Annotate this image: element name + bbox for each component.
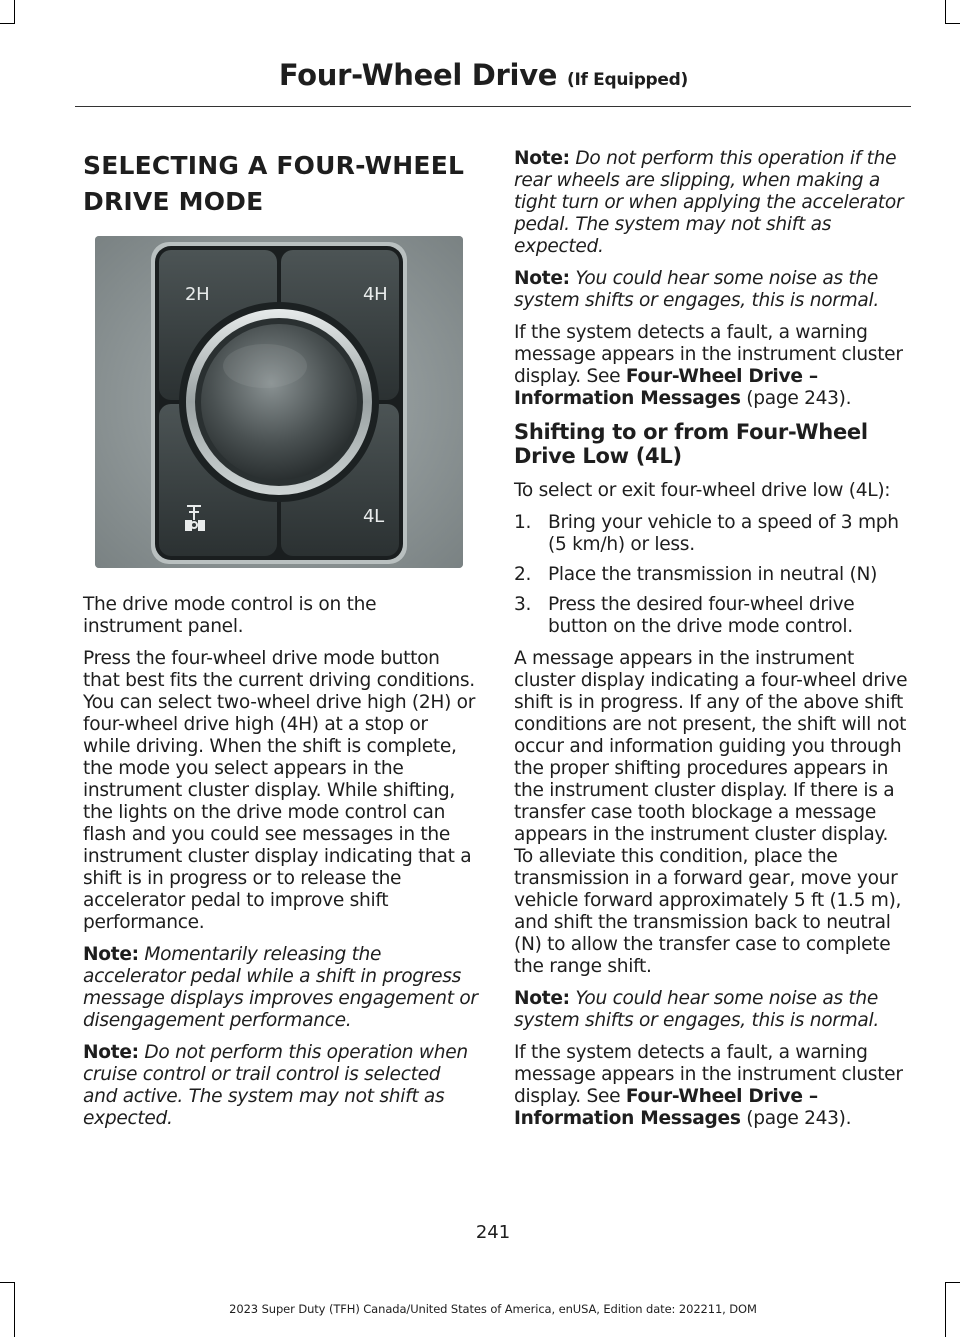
list-item: 1. Bring your vehicle to a speed of 3 mph (5 km/h) or less. bbox=[514, 512, 899, 555]
subheading: Shifting to or from Four-Wheel Drive Low (4L) bbox=[514, 420, 868, 468]
section-heading: SELECTING A FOUR-WHEEL DRIVE MODE bbox=[83, 151, 465, 216]
note-text: Momentarily releasing the accelerator pedal while a shift in progress message displays improves engagement or disengagement performance. bbox=[83, 944, 478, 1031]
note-label: Note: bbox=[83, 1042, 139, 1063]
paragraph: The drive mode control is on the instrument panel. bbox=[83, 594, 377, 637]
crop-mark bbox=[0, 1282, 15, 1283]
note-label: Note: bbox=[514, 988, 570, 1009]
paragraph: To select or exit four-wheel drive low (4L): bbox=[514, 480, 891, 501]
paragraph: Press the four-wheel drive mode button that best fits the current driving conditions. You can select two-wheel drive high (2H) or four-wheel drive high (4H) at a stop or while driving. When the shift is complete, the mode you select appears in the instrument cluster display. While shifting, the lights on the drive mode control can flash and you could see messages in the instrument cluster display indicating that a shift is in progress or to release the accelerator pedal to improve shift performance. bbox=[83, 648, 476, 933]
note bbox=[514, 268, 909, 312]
header-title: Four-Wheel Drive bbox=[278, 58, 558, 92]
header-qualifier: (If Equipped) bbox=[566, 70, 688, 90]
note-text: Do not perform this operation if the rear wheels are slipping, when making a tight turn or when applying the accelerator pedal. The system may not shift as expected. bbox=[514, 148, 904, 257]
note-label: Note: bbox=[514, 268, 570, 289]
crop-mark bbox=[945, 23, 960, 24]
list-item: 2. Place the transmission in neutral (N) bbox=[514, 564, 878, 585]
note-label: Note: bbox=[514, 148, 570, 169]
right-column bbox=[514, 148, 909, 1140]
paragraph: If the system detects a fault, a warning message appears in the instrument cluster display. See Four-Wheel Drive – Information Messages (page 243). bbox=[514, 1042, 903, 1129]
page-reference: (page 243). bbox=[746, 1108, 852, 1129]
crop-mark bbox=[945, 0, 946, 24]
crop-mark bbox=[0, 23, 15, 24]
note bbox=[83, 944, 478, 1032]
note-text: Do not perform this operation when cruise control or trail control is selected and active. The system may not shift as expected. bbox=[83, 1042, 468, 1129]
running-header bbox=[279, 58, 688, 92]
note bbox=[83, 1042, 478, 1130]
drive-mode-control-figure bbox=[95, 236, 463, 568]
page-number: 241 bbox=[475, 1222, 511, 1243]
note bbox=[514, 988, 909, 1032]
crop-mark bbox=[14, 0, 15, 24]
cross-reference-link[interactable]: Four-Wheel Drive – Information Messages bbox=[514, 1086, 818, 1129]
note-text: You could hear some noise as the system shifts or engages, this is normal. bbox=[514, 268, 879, 311]
left-column bbox=[83, 148, 478, 1140]
paragraph: A message appears in the instrument cluster display indicating a four-wheel drive shift is in progress. If any of the above shift conditions are not present, the shift will not occur and information guiding you through the proper shifting procedures appears in the instrument cluster display. If there is a transfer case tooth blockage a message appears in the instrument cluster display. To alleviate this condition, place the transmission in a forward gear, move your vehicle forward approximately 5 ft (1.5 m), and shift the transmission back to neutral (N) to allow the transfer case to complete the range shift. bbox=[514, 648, 908, 977]
note bbox=[514, 148, 909, 258]
header-rule bbox=[75, 106, 911, 107]
mode-label-4h: 4H bbox=[363, 284, 388, 305]
drive-mode-control-illustration bbox=[95, 236, 463, 568]
paragraph: If the system detects a fault, a warning message appears in the instrument cluster display. See Four-Wheel Drive – Information Messages (page 243). bbox=[514, 322, 903, 409]
page-reference: (page 243). bbox=[746, 388, 852, 409]
list-item: 3. Press the desired four-wheel drive button on the drive mode control. bbox=[514, 594, 855, 637]
cross-reference-link[interactable]: Four-Wheel Drive – Information Messages bbox=[514, 366, 818, 409]
footer-edition: 2023 Super Duty (TFH) Canada/United States of America, enUSA, Edition date: 202211, DOM bbox=[229, 1302, 757, 1316]
mode-label-4l: 4L bbox=[363, 506, 384, 527]
mode-label-2h: 2H bbox=[185, 284, 210, 305]
note-text: You could hear some noise as the system shifts or engages, this is normal. bbox=[514, 988, 879, 1031]
note-label: Note: bbox=[83, 944, 139, 965]
steps-list bbox=[514, 512, 909, 638]
crop-mark bbox=[945, 1282, 960, 1283]
